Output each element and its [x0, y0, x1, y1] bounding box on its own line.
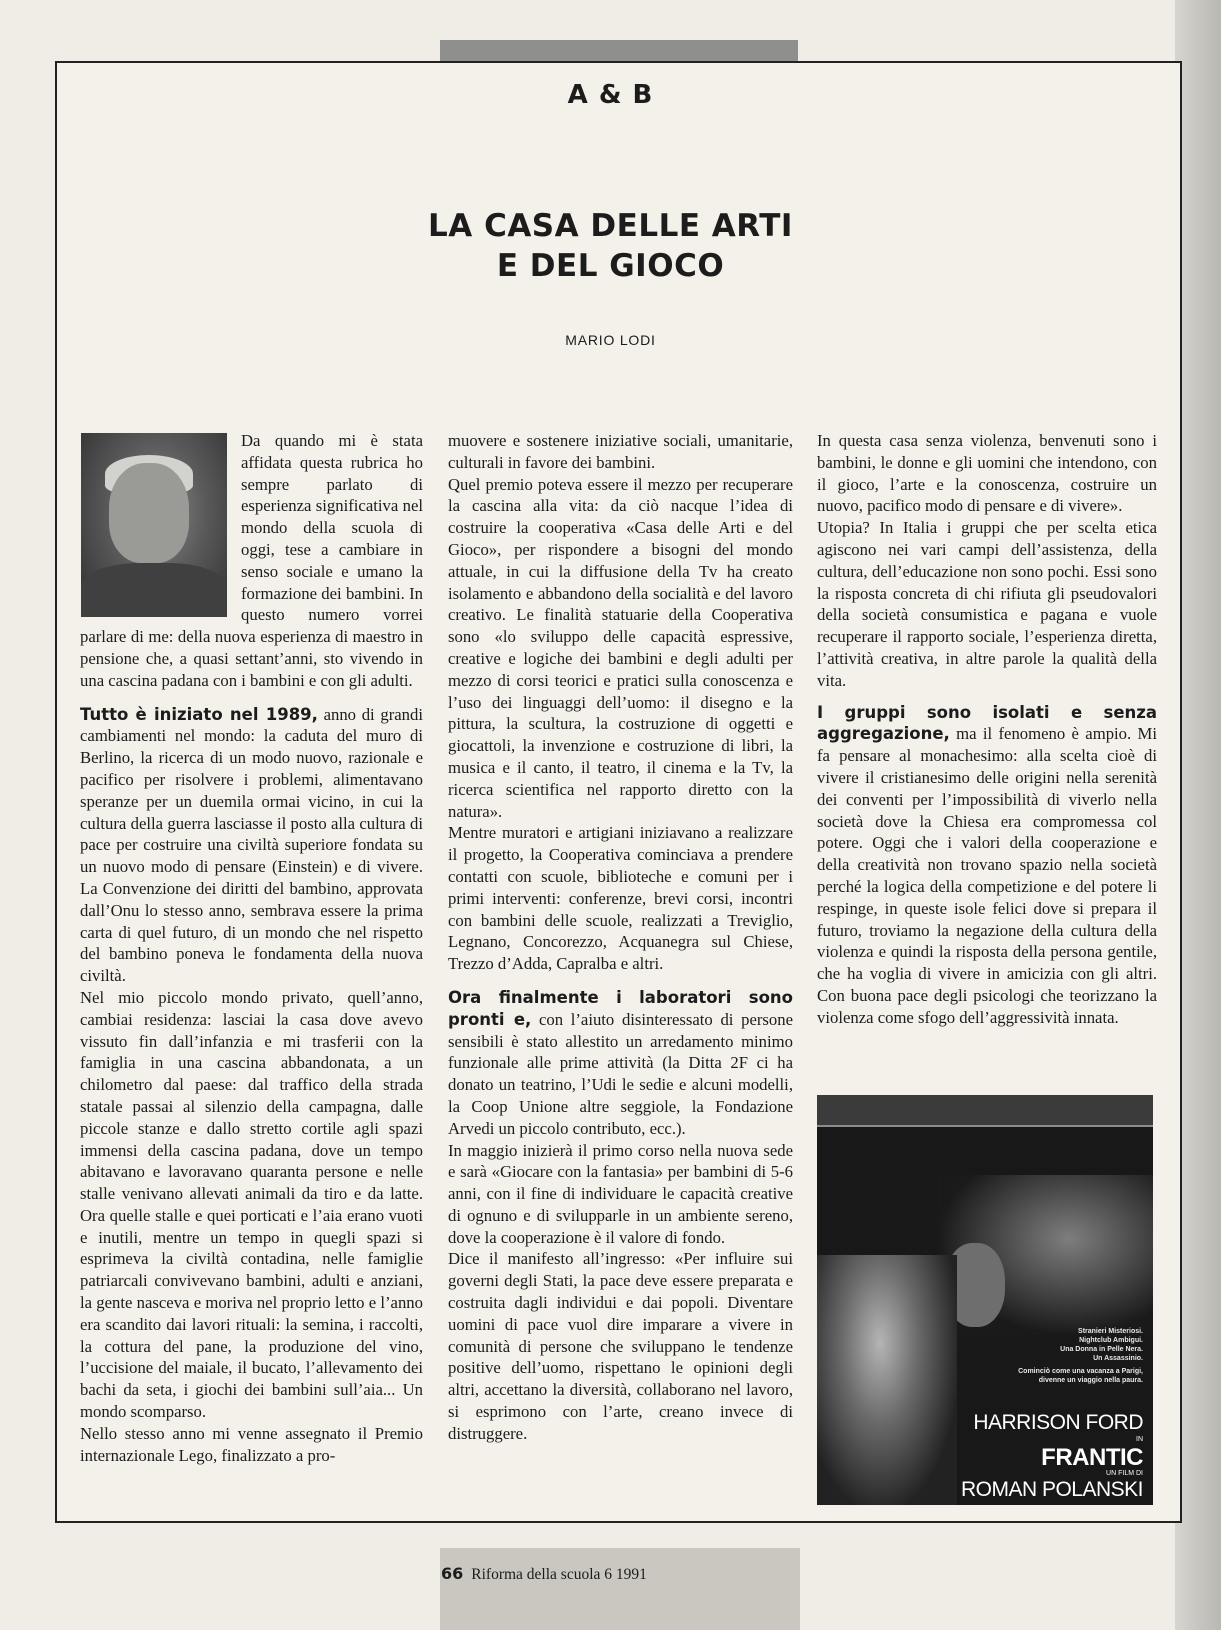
paragraph-body: con l’aiuto disinteressato di persone sensibili è stato allestito un arredamento minimo funzionale alle prime attività (la Ditta 2F ci ha donato un teatrino, l’Udi le sedie e alcuni modelli, la Coop Unione altre seggiole, la Fondazione Arvedi un piccolo contributo, ecc.).	[448, 1009, 793, 1138]
poster-actor: HARRISON FORD	[973, 1411, 1143, 1434]
poster-man-figure	[817, 1255, 957, 1505]
film-poster-image	[817, 1095, 1153, 1505]
photo-face	[109, 463, 189, 563]
column-1	[80, 430, 423, 1466]
title-line-1: LA CASA DELLE ARTI	[428, 208, 793, 244]
paragraph: Nello stesso anno mi venne assegnato il Premio internazionale Lego, finalizzato a pro-	[80, 1423, 423, 1465]
column-2	[448, 430, 793, 1445]
poster-byline: UN FILM DI	[1106, 1470, 1143, 1477]
paragraph	[80, 704, 423, 987]
author-byline: MARIO LODI	[565, 332, 656, 348]
paragraph: Nel mio piccolo mondo privato, quell’anno, cambiai residenza: lasciai la casa dove avevo vissuto fin dall’infanzia e mi trasferii con la famiglia in una cascina abbandonata, a un chilometro dal paese: dal traffico della strada statale passai al silenzio della campagna, dalle piccole stanze e dallo stretto cortile agli spazi immensi della cascina padana, dove un tempo abitavano e lavoravano quaranta persone e nelle stalle venivano allevati animali da tiro e da latte. Ora quelle stalle e quei porticati e l’aia erano vuoti e inutili, mentre un tempo in quegli spazi si esprimeva la civiltà contadina, nelle famiglie patriarcali convivevano bambini, adulti e anziani, la gente nasceva e moriva nel proprio letto e l’anno era scandito dai lavori rituali: la semina, i raccolti, la cottura del pane, la produzione del vino, l’uccisione del maiale, il bucato, l’allevamento dei bachi da seta, i giochi dei bambini sull’aia... Un mondo scomparso.	[80, 987, 423, 1422]
paragraph: In maggio inizierà il primo corso nella nuova sede e sarà «Giocare con la fantasia» per bambini di 5-6 anni, con il fine di individuare le capacità creative di ognuno e di svilupparle in un ambiente sereno, dove la cooperazione è il valore di fondo.	[448, 1140, 793, 1247]
top-tab-bar	[440, 40, 798, 62]
poster-director: ROMAN POLANSKI	[960, 1478, 1143, 1501]
poster-tagline: Stranieri Misteriosi.	[1078, 1328, 1143, 1335]
poster-in-label: IN	[1136, 1436, 1143, 1443]
title-line-2: E DEL GIOCO	[496, 248, 725, 284]
author-photo	[81, 433, 227, 617]
poster-tagline: Una Donna in Pelle Nera.	[1060, 1346, 1143, 1353]
paragraph: muovere e sostenere iniziative sociali, umanitarie, culturali in favore dei bambini.	[448, 431, 793, 472]
poster-tagline: Un Assassinio.	[1093, 1355, 1143, 1362]
paragraph	[448, 987, 793, 1140]
paragraph-body: anno di grandi cambiamenti nel mondo: la caduta del muro di Berlino, la ricerca di un modo nuovo, razionale e pacifico per risolvere i problemi, alimentavano speranze per un duemila ormai vicino, in cui la cultura della guerra lasciasse il posto alla cultura di pace per costruire una civiltà superiore fondata su un nuovo modo di pensare (Einstein) e di vivere. La Convenzione dei diritti del bambino, approvata dall’Onu lo stesso anno, sembrava essere la prima carta di quel futuro, di un mondo che nel rispetto del bambino poneva le fondamenta della nuova civiltà.	[80, 704, 423, 986]
paragraph-lead: I gruppi sono isolati e senza aggregazione,	[817, 702, 1157, 744]
bottom-tab-bar	[440, 1548, 800, 1630]
page-footer	[441, 1564, 647, 1584]
paragraph: Quel premio poteva essere il mezzo per recuperare la cascina alla vita: da ciò nacque l’idea di costruire la cooperativa «Casa delle Arti e del Gioco», per rispondere a bisogni del mondo attuale, in cui la diffusione della Tv ha creato isolamento e abbandono della socialità e del lavoro creativo. Le finalità statuarie della Cooperativa sono «lo sviluppo delle capacità espressive, creative e logiche dei bambini e degli adulti per mezzo di corsi teorici e pratici sulla conoscenza e l’uso dei linguaggi dell’uomo: il disegno e la pittura, la scultura, la costruzione di oggetti e giocattoli, la invenzione e costruzione di libri, la musica e il canto, il teatro, il cinema e la Tv, la ricerca scientifica nel rapporto diretto con la natura».	[448, 474, 793, 821]
poster-film-title: FRANTIC	[1041, 1444, 1143, 1471]
page-number: 66	[441, 1564, 464, 1583]
paragraph-body: ma il fenomeno è ampio. Mi fa pensare al monachesimo: alla scelta cioè di vivere il cristianesimo delle origini nella serenità dei conventi per l’impossibilità di viverlo nella società dove la Chiesa era compromessa col potere. Oggi che i valori della cooperazione e della creatività non trovano spazio nella società perché la logica della competizione e del potere li respinge, in queste isole felici dove si prepara il futuro, troviamo la negazione della cultura della violenza e quindi la risposta della persona gentile, che ha voglia di vivere in amicizia con gli altri. Con buona pace degli psicologi che teorizzano la violenza come sfogo dell’aggressività innata.	[817, 724, 1157, 1027]
section-tag: A & B	[567, 80, 654, 110]
column-3	[817, 430, 1157, 1029]
poster-taglines	[983, 1327, 1143, 1385]
photo-shoulders	[81, 563, 227, 617]
magazine-name: Riforma della scuola 6 1991	[471, 1566, 647, 1583]
paragraph: Mentre muratori e artigiani iniziavano a realizzare il progetto, la Cooperativa cominciava a prendere contatti con scuole, biblioteche e comuni per i primi interventi: conferenze, brevi corsi, incontri con bambini delle scuole, realizzati a Treviglio, Legnano, Concorezzo, Acquanegra sul Chiese, Trezzo d’Adda, Capralba e altri.	[448, 823, 793, 974]
paragraph	[817, 702, 1157, 1029]
poster-tagline: divenne un viaggio nella paura.	[1038, 1377, 1143, 1384]
poster-top-band	[817, 1095, 1153, 1127]
poster-tagline: Nightclub Ambigui.	[1079, 1337, 1143, 1344]
paragraph-lead: Tutto è iniziato nel 1989,	[80, 704, 318, 724]
paragraph: In questa casa senza violenza, benvenuti sono i bambini, le donne e gli uomini che intendono, con il gioco, l’arte e la conoscenza, costruire un nuovo, pacifico modo di pensare e di vivere».	[817, 431, 1157, 516]
paragraph: Utopia? In Italia i gruppi che per scelta etica agiscono nei vari campi dell’assistenza, della cultura, dell’educazione non sono pochi. Essi sono la risposta concreta di chi rifiuta gli pseudovalori della società consumistica e pagana e vuole recuperare il rapporto sociale, l’esperienza diretta, l’attività creativa, in altre parole la qualità della vita.	[817, 518, 1157, 690]
poster-tagline: Cominciò come una vacanza a Parigi,	[1018, 1368, 1143, 1375]
paragraph-lead: Ora finalmente i laboratori sono pronti e,	[448, 987, 793, 1029]
paragraph: Da quando mi è stata affidata questa rubrica ho sempre parlato di esperienza significativa nel mondo della scuola di oggi, tese a cambiare in senso sociale e umano la formazione dei bambini. In questo numero vorrei parlare di me: della nuova esperienza di maestro in pensione che, a quasi settant’anni, sto vivendo in una cascina padana con i bambini e con gli adulti.	[80, 431, 423, 690]
paragraph: Dice il manifesto all’ingresso: «Per influire sui governi degli Stati, la pace deve essere preparata e costruita dagli individui e dai popoli. Diventare uomini di pace vuol dire imparare a vivere in comunità di persone che sviluppano le tendenze positive dell’uomo, rispettano le opinioni degli altri, accettano la diversità, collaborano nel lavoro, si esprimono con l’arte, creano invece di distruggere.	[448, 1249, 793, 1443]
article-title	[0, 206, 1221, 286]
